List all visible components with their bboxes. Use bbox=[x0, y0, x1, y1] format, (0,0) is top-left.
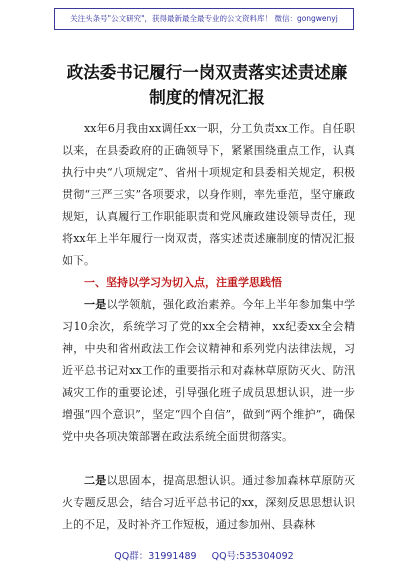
paragraph-1-lead: 一是 bbox=[84, 298, 107, 311]
paragraph-2-lead: 二是 bbox=[84, 474, 107, 487]
section-heading-1: 一、坚持以学习为切入点，注重学思践悟 bbox=[84, 276, 282, 289]
paragraph-2-text: 以思固本，提高思想认识。通过参加森林草原防灭火专题反思会，结合习近平总书记的xx，深刻反思思想认识上的不足，及时补齐工作短板，通过参加州、县森林 bbox=[62, 474, 355, 531]
footer-qq-number: QQ号:535304092 bbox=[211, 551, 294, 562]
paragraph-2 bbox=[62, 470, 355, 536]
paragraph-1 bbox=[62, 294, 355, 448]
footer-contact bbox=[0, 548, 408, 562]
top-banner: 关注头条号"公文研究"，获得最新最全最专业的公文资料库！ 微信：gongwenyj bbox=[54, 8, 354, 30]
intro-paragraph: xx年6月我由xx调任xx一职，分工负责xx工作。自任职以来，在县委政府的正确领导下，紧紧围绕重点工作，认真执行中央“八项规定”、省州十项规定和县委相关规定，积极贯彻“三严三实”各项要求，以身作则，率先垂范，坚守廉政规矩，认真履行工作职能职责和党风廉政建设领导责任，现将xx年上半年履行一岗双责，落实述责述廉制度的情况汇报如下。 bbox=[62, 122, 355, 267]
paragraph-1-text: 以学领航，强化政治素养。今年上半年参加集中学习10余次，系统学习了党的xx全会精神，xx纪委xx全会精神，中央和省州政法工作会议精神和系列党内法律法规，习近平总书记对xx工作的重要指示和对森林草原防灭火、防汛减灾工作的重要论述，引导强化班子成员思想认识，进一步增强“四个意识”，坚定“四个自信”，做到“两个维护”，确保党中央各项决策部署在政法系统全面贯彻落实。 bbox=[62, 298, 355, 443]
footer-qq-group: QQ群：31991489 bbox=[114, 551, 197, 562]
document-title: 政法委书记履行一岗双责落实述责述廉制度的情况汇报 bbox=[66, 63, 348, 107]
